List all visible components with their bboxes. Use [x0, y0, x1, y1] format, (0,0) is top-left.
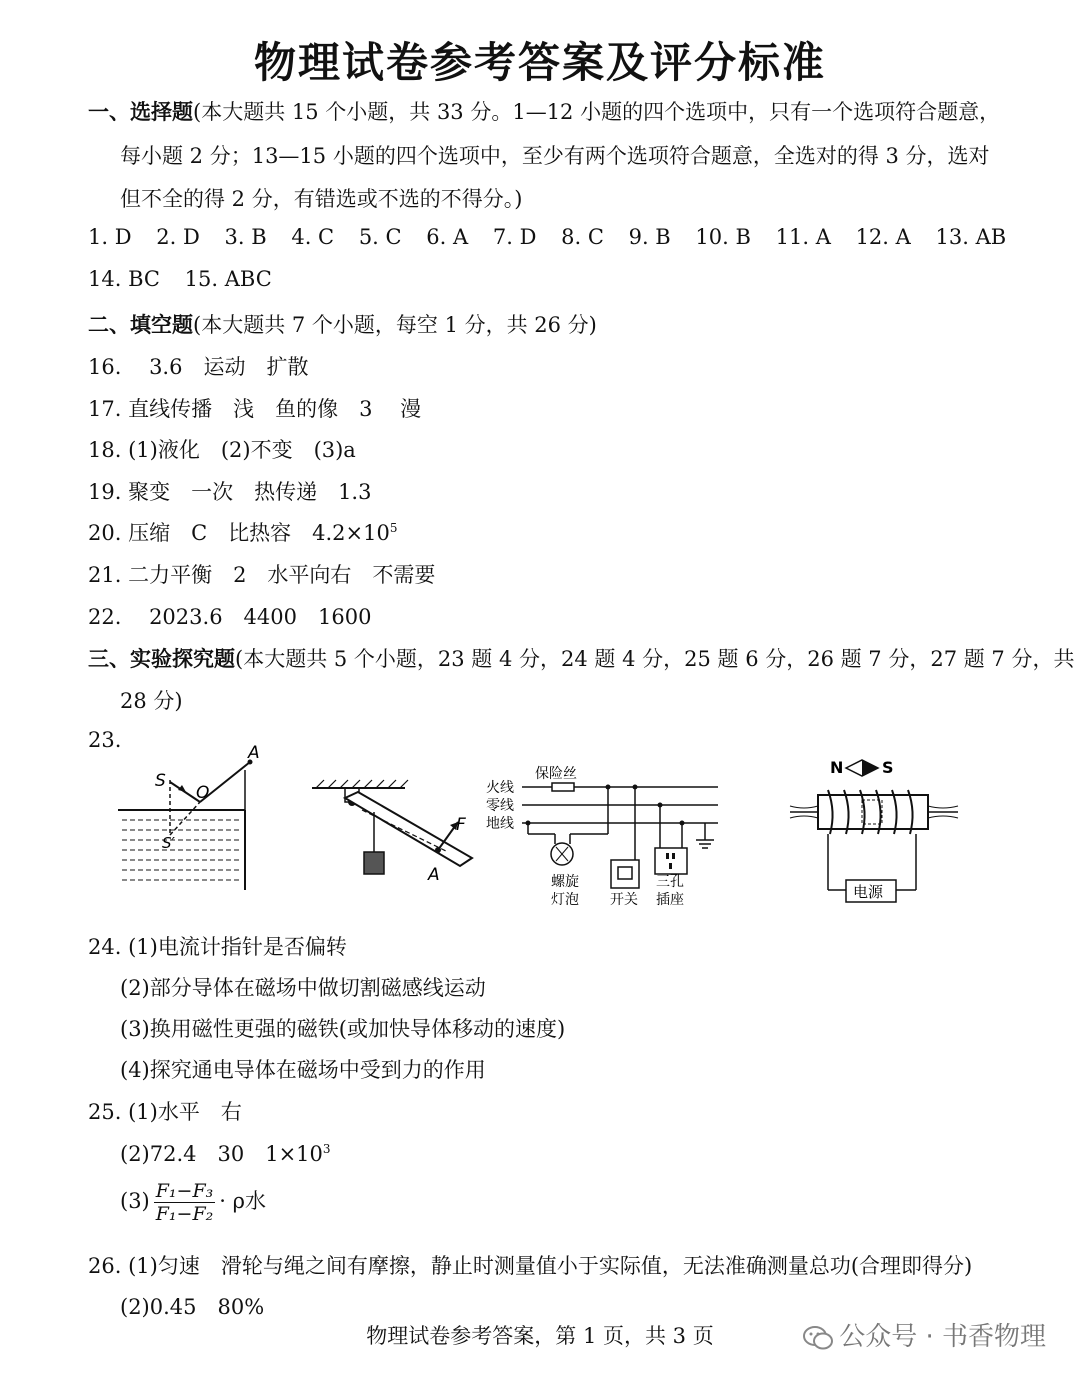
fraction-denominator: F₁−F₂	[155, 1203, 214, 1225]
mc-answer: 14. BC	[88, 267, 160, 291]
answer-19: 19. 聚变 一次 热传递 1.3	[88, 480, 372, 504]
label-neutral-wire: 零线	[486, 798, 514, 814]
label-a2: A	[428, 865, 440, 885]
section1-desc2: 每小题 2 分；13—15 小题的四个选项中，至少有两个选项符合题意，全选对的得 3 分，选对	[120, 144, 990, 168]
answer-21: 21. 二力平衡 2 水平向右 不需要	[88, 563, 436, 587]
label-socket1: 三孔	[656, 874, 684, 890]
section2-heading: 二、填空题	[88, 313, 193, 337]
mc-answer: 1. D	[88, 225, 132, 249]
label-bulb2: 灯泡	[551, 892, 579, 908]
label-s: S	[155, 771, 166, 791]
answer-24-1: 24. (1)电流计指针是否偏转	[88, 935, 347, 959]
section3-desc1: (本大题共 5 个小题，23 题 4 分，24 题 4 分，25 题 6 分，26 题 7 分，27 题 7 分，共	[235, 647, 1075, 671]
label-o: O	[196, 783, 210, 803]
answer-24-4: (4)探究通电导体在磁场中受到力的作用	[120, 1058, 486, 1082]
label-live-wire: 火线	[486, 780, 514, 796]
page-title: 物理试卷参考答案及评分标准	[253, 38, 826, 87]
answer-22: 22. 2023.6 4400 1600	[88, 605, 372, 629]
circuit-figure	[486, 766, 718, 908]
section3-line1	[88, 643, 1074, 673]
mc-answer: 13. AB	[935, 225, 1007, 249]
mc-answer: 9. B	[628, 225, 671, 249]
mc-answer: 6. A	[426, 225, 469, 249]
label-switch: 开关	[610, 892, 638, 908]
mc-answer: 8. C	[561, 225, 604, 249]
mc-answer: 10. B	[695, 225, 751, 249]
wechat-icon	[803, 1325, 833, 1351]
watermark	[803, 1316, 1046, 1353]
mc-answer: 3. B	[224, 225, 267, 249]
solenoid-figure	[790, 758, 958, 902]
answer-24-3: (3)换用磁性更强的磁铁(或加快导体移动的速度)	[120, 1017, 566, 1041]
mc-answer: 11. A	[775, 225, 831, 249]
label-f: F	[456, 815, 466, 835]
lever-figure	[312, 780, 472, 885]
answer-25-2	[120, 1138, 331, 1168]
fraction-numerator: F₁−F₃	[155, 1180, 214, 1202]
label-ground-wire: 地线	[486, 816, 514, 832]
answer-25-1: 25. (1)水平 右	[88, 1100, 242, 1124]
answer-25-3-label: (3)	[120, 1189, 150, 1213]
answer-26-2: (2)0.45 80%	[120, 1295, 265, 1319]
optics-figure	[118, 743, 260, 890]
label-bulb1: 螺旋	[551, 874, 579, 890]
answer-16: 16. 3.6 运动 扩散	[88, 355, 309, 379]
mc-answers-row2	[88, 267, 272, 291]
section1-desc3: 但不全的得 2 分，有错选或不选的不得分。)	[120, 187, 523, 211]
mc-answer: 7. D	[492, 225, 537, 249]
answer-23-label: 23.	[88, 728, 122, 752]
answer-26-1: 26. (1)匀速 滑轮与绳之间有摩擦，静止时测量值小于实际值，无法准确测量总功(合理即得分)	[88, 1254, 973, 1278]
section3-heading: 三、实验探究题	[88, 647, 235, 671]
label-s-prime: S′	[162, 834, 175, 852]
section1-desc1: (本大题共 15 个小题，共 33 分。1—12 小题的四个选项中，只有一个选项符合题意，	[193, 100, 1001, 124]
section2-desc: (本大题共 7 个小题，每空 1 分，共 26 分)	[193, 313, 597, 337]
density-fraction	[154, 1180, 216, 1225]
answer-17: 17. 直线传播 浅 鱼的像 3 漫	[88, 397, 422, 421]
label-power: 电源	[853, 883, 884, 901]
watermark-text: 公众号 · 书香物理	[839, 1322, 1046, 1352]
answer-24-2: (2)部分导体在磁场中做切割磁感线运动	[120, 976, 486, 1000]
fraction-tail: · ρ水	[219, 1189, 266, 1213]
section1-line1	[88, 96, 1000, 126]
section1-heading: 一、选择题	[88, 100, 193, 124]
mc-answer: 12. A	[855, 225, 911, 249]
label-socket2: 插座	[656, 892, 684, 908]
mc-answer: 5. C	[358, 225, 402, 249]
answer-18: 18. (1)液化 (2)不变 (3)a	[88, 438, 356, 462]
answer-20-exponent: 5	[389, 521, 398, 535]
mc-answers-row1	[88, 225, 1006, 249]
answer-25-2-exponent: 3	[322, 1142, 331, 1156]
mc-answer: 15. ABC	[184, 267, 272, 291]
label-south: S	[882, 758, 894, 777]
label-a: A	[248, 743, 260, 763]
answer-25-3	[120, 1180, 266, 1225]
answer-25-2-text: (2)72.4 30 1×10	[120, 1142, 323, 1166]
answer-23-figures	[100, 740, 1000, 920]
mc-answer: 4. C	[291, 225, 335, 249]
label-fuse: 保险丝	[535, 766, 577, 782]
page-footer: 物理试卷参考答案，第 1 页，共 3 页	[366, 1324, 714, 1348]
section2-line	[88, 309, 597, 339]
label-north: N	[830, 758, 844, 777]
answer-20-text: 20. 压缩 C 比热容 4.2×10	[88, 521, 390, 545]
mc-answer: 2. D	[156, 225, 200, 249]
answer-20	[88, 517, 398, 547]
section3-desc2: 28 分)	[120, 689, 183, 713]
